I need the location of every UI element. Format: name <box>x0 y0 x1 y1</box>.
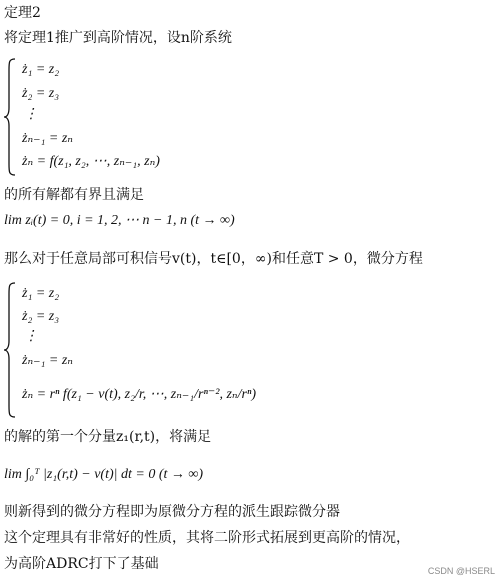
intro-line: 将定理1推广到高阶情况，设n阶系统 <box>4 30 232 46</box>
system-2 <box>0 280 340 420</box>
theorem-heading: 定理2 <box>4 5 41 21</box>
left-brace-2 <box>3 282 17 418</box>
sys2-eq4: żₙ = rⁿ f(z₁ − v(t), z₂/r, ⋯, zₙ₋₁/rⁿ⁻², zₙ/rⁿ) <box>22 387 257 402</box>
watermark: CSDN @HSERL <box>427 566 495 576</box>
bounded-solutions-text: 的所有解都有界且满足 <box>4 187 144 203</box>
sys1-eq3: żₙ₋₁ = zₙ <box>22 131 73 146</box>
integral-equation: lim ∫₀ᵀ |z₁(r,t) − v(t)| dt = 0 (t → ∞) <box>4 467 204 482</box>
conclusion-line-3: 为高阶ADRC打下了基础 <box>4 556 159 572</box>
sys2-eq2: ż₂ = z₃ <box>22 309 60 324</box>
conclusion-line-2: 这个定理具有非常好的性质，其将二阶形式拓展到更高阶的情况， <box>4 530 410 546</box>
sys1-vdots: ⋮ <box>24 107 38 122</box>
condition-text: 那么对于任意局部可积信号v(t)，t∈[0，∞)和任意T > 0，微分方程 <box>4 251 423 267</box>
sys1-eq2: ż₂ = z₃ <box>22 86 60 101</box>
conclusion-line-1: 则新得到的微分方程即为原微分方程的派生跟踪微分器 <box>4 504 340 520</box>
first-component-text: 的解的第一个分量z₁(r,t)，将满足 <box>4 429 212 445</box>
sys2-vdots: ⋮ <box>24 329 38 344</box>
sys1-eq4: żₙ = f(z₁, z₂, ⋯, zₙ₋₁, zₙ) <box>22 154 160 169</box>
left-brace-1 <box>3 58 17 176</box>
sys2-eq3: żₙ₋₁ = zₙ <box>22 353 73 368</box>
sys2-eq1: ż₁ = z₂ <box>22 286 60 301</box>
limit-equation: lim zᵢ(t) = 0, i = 1, 2, ⋯ n − 1, n (t → ∞) <box>4 213 235 228</box>
system-1 <box>0 56 300 180</box>
sys1-eq1: ż₁ = z₂ <box>22 62 60 77</box>
